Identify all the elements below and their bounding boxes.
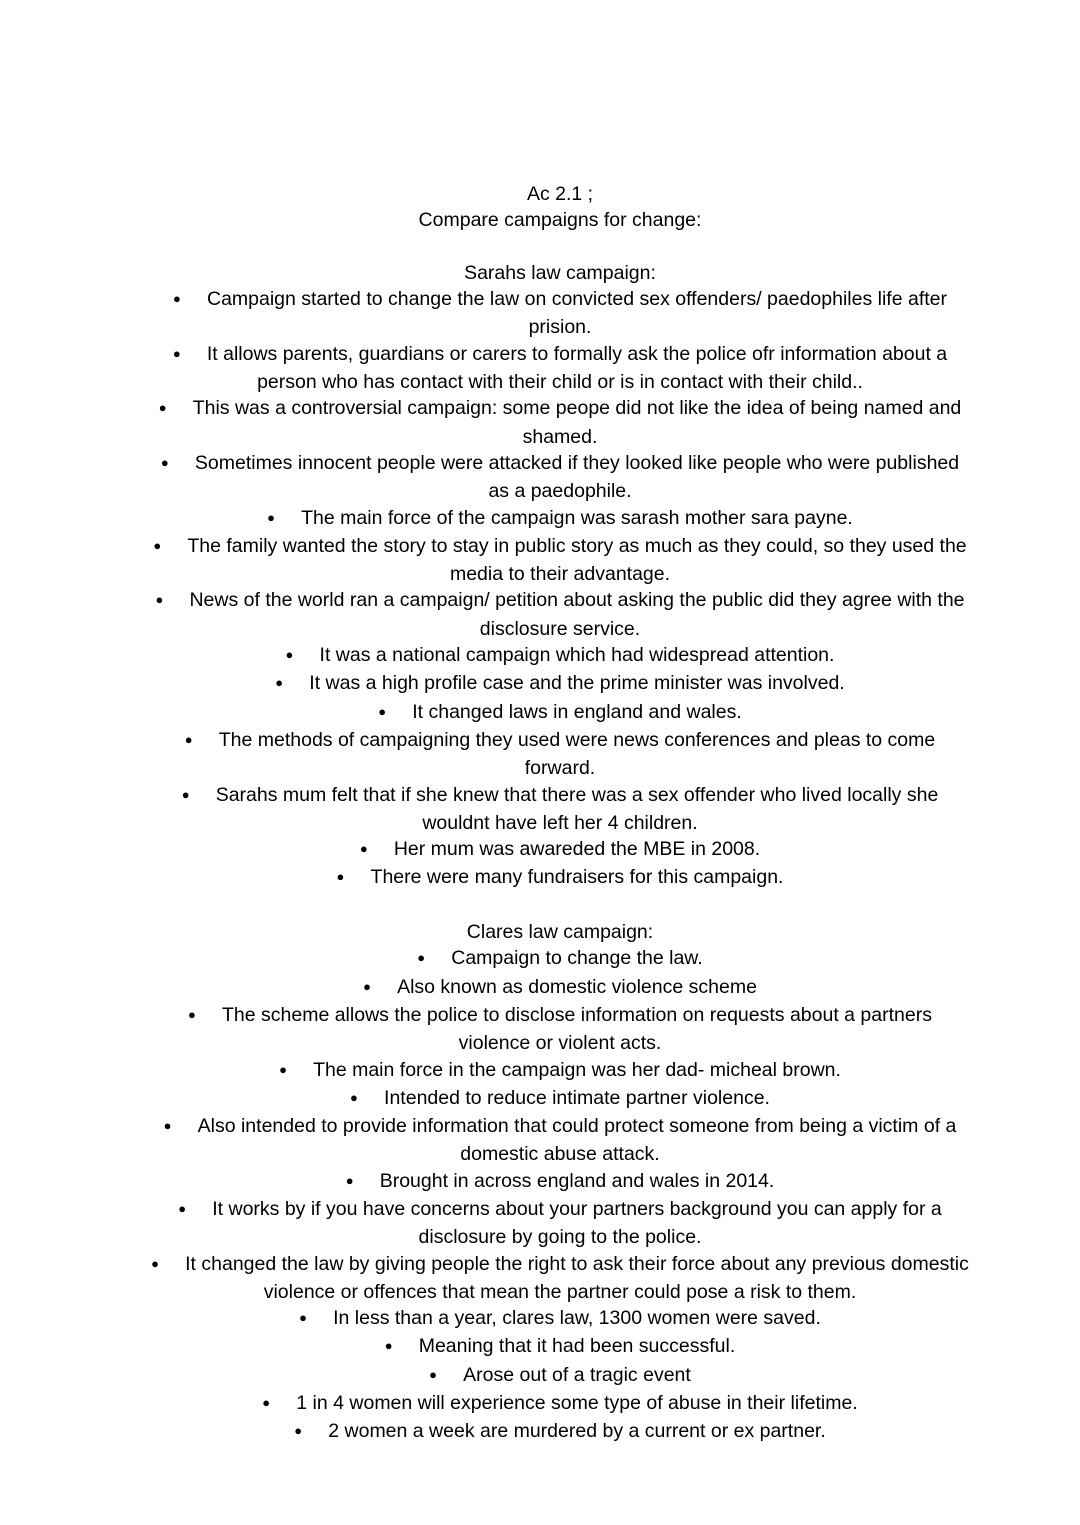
bullet-icon	[173, 286, 207, 314]
list-item	[150, 286, 970, 341]
list-item	[150, 1418, 970, 1446]
list-item	[150, 587, 970, 642]
list-item	[150, 1390, 970, 1418]
list-item-text: Brought in across england and wales in 2014.	[379, 1169, 775, 1192]
clares-law-list	[150, 945, 970, 1446]
list-item	[150, 699, 970, 727]
list-item-text: 2 women a week are murdered by a current or ex partner.	[328, 1420, 826, 1443]
list-item	[150, 1168, 970, 1196]
list-item-text: It was a national campaign which had widespread attention.	[319, 644, 835, 667]
list-item-text: It changed laws in england and wales.	[412, 700, 742, 723]
document-body	[150, 181, 970, 1447]
section-heading: Clares law campaign:	[466, 921, 654, 944]
bullet-icon	[151, 1251, 185, 1279]
list-item-text: The main force in the campaign was her dad- micheal brown.	[313, 1058, 841, 1081]
list-item-text: Campaign started to change the law on convicted sex offenders/ paedophiles life after prision.	[206, 288, 948, 339]
list-item-text: It works by if you have concerns about your partners background you can apply for a disclosure by going to the police.	[212, 1197, 942, 1249]
bullet-icon	[363, 974, 397, 1002]
bullet-icon	[159, 395, 193, 423]
bullet-icon	[161, 450, 195, 478]
document-subtitle: Compare campaigns for change:	[418, 209, 702, 232]
bullet-icon	[275, 670, 309, 698]
list-item	[150, 1196, 970, 1251]
list-item-text: Intended to reduce intimate partner violence.	[384, 1086, 770, 1109]
list-item-text: It was a high profile case and the prime minister was involved.	[309, 672, 845, 695]
list-item-text: Campaign to change the law.	[451, 947, 703, 970]
list-item-text: There were many fundraisers for this campaign.	[370, 866, 784, 889]
list-item	[150, 505, 970, 533]
bullet-icon	[417, 945, 451, 973]
bullet-icon	[337, 864, 371, 892]
list-item	[150, 1305, 970, 1333]
list-item	[150, 533, 970, 588]
bullet-icon	[360, 836, 394, 864]
list-item	[150, 1085, 970, 1113]
bullet-icon	[429, 1362, 463, 1390]
list-item-text: It changed the law by giving people the right to ask their force about any previous domestic violence or offences that mean the partner could pose a risk to them.	[185, 1252, 969, 1303]
bullet-icon	[294, 1418, 328, 1446]
bullet-icon	[185, 727, 219, 755]
list-item	[150, 1057, 970, 1085]
list-item-text: The methods of campaigning they used were news conferences and pleas to come forward.	[218, 728, 936, 780]
bullet-icon	[188, 1002, 222, 1030]
sarahs-law-section	[150, 260, 970, 893]
bullet-icon	[178, 1196, 212, 1224]
list-item-text: Also intended to provide information that could protect someone from being a victim of a domestic abuse attack.	[197, 1115, 957, 1166]
list-item	[150, 1002, 970, 1057]
list-item	[150, 450, 970, 505]
list-item	[150, 1251, 970, 1306]
list-item-text: 1 in 4 women will experience some type of abuse in their lifetime.	[296, 1392, 858, 1415]
list-item	[150, 836, 970, 864]
bullet-icon	[153, 533, 187, 561]
list-item	[150, 642, 970, 670]
list-item-text: The main force of the campaign was sarash mother sara payne.	[301, 506, 853, 529]
list-item	[150, 782, 970, 837]
list-item	[150, 727, 970, 782]
document-title: Ac 2.1 ;	[526, 183, 594, 205]
bullet-icon	[346, 1168, 380, 1196]
list-item	[150, 1362, 970, 1390]
bullet-icon	[173, 341, 207, 369]
bullet-icon	[350, 1085, 384, 1113]
list-item-text: This was a controversial campaign: some peope did not like the idea of being named and shamed.	[192, 397, 962, 448]
list-item-text: The family wanted the story to stay in public story as much as they could, so they used the media to their advantage.	[187, 534, 967, 586]
bullet-icon	[299, 1305, 333, 1333]
clares-law-section	[150, 919, 970, 1447]
list-item	[150, 395, 970, 450]
list-item	[150, 945, 970, 973]
bullet-icon	[378, 699, 412, 727]
list-item	[150, 1333, 970, 1361]
bullet-icon	[164, 1113, 198, 1141]
section-heading: Sarahs law campaign:	[464, 261, 656, 284]
list-item	[150, 1113, 970, 1168]
list-item-text: News of the world ran a campaign/ petition about asking the public did they agree with the disclosure service.	[189, 589, 965, 640]
list-item-text: The scheme allows the police to disclose information on requests about a partners violence or violent acts.	[222, 1003, 932, 1055]
list-item	[150, 341, 970, 396]
list-item-text: In less than a year, clares law, 1300 women were saved.	[333, 1307, 821, 1330]
bullet-icon	[279, 1057, 313, 1085]
bullet-icon	[155, 587, 189, 615]
list-item	[150, 864, 970, 892]
spacer	[150, 893, 970, 919]
list-item	[150, 670, 970, 698]
bullet-icon	[262, 1390, 296, 1418]
bullet-icon	[385, 1333, 419, 1361]
spacer	[150, 234, 970, 260]
sarahs-law-list	[150, 286, 970, 893]
bullet-icon	[182, 782, 216, 810]
list-item-text: Arose out of a tragic event	[463, 1363, 691, 1386]
list-item-text: Sometimes innocent people were attacked if they looked like people who were published as a paedophile.	[194, 451, 960, 503]
list-item-text: Also known as domestic violence scheme	[397, 975, 757, 998]
list-item-text: Sarahs mum felt that if she knew that there was a sex offender who lived locally she wouldnt have left her 4 children.	[215, 783, 939, 834]
list-item-text: Her mum was awareded the MBE in 2008.	[393, 838, 761, 861]
bullet-icon	[267, 505, 301, 533]
bullet-icon	[286, 642, 320, 670]
list-item	[150, 974, 970, 1002]
list-item-text: Meaning that it had been successful.	[418, 1335, 736, 1358]
list-item-text: It allows parents, guardians or carers to formally ask the police ofr information about a person who has contact with their child or is in contact with their child..	[206, 342, 948, 394]
